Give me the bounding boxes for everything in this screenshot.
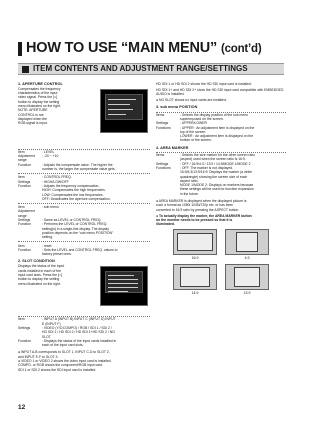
row-value: : LEVEL [42, 149, 55, 154]
aspect-marker [234, 267, 260, 287]
item-row [18, 326, 150, 339]
divider [18, 173, 150, 174]
row-value: : Adjusts the frequency compensation. HIGH: Compensates the high frequencies. LOW: Compensates the low frequencies. OFF: Deactivates the aperture compensation. [42, 183, 111, 201]
page-title-main: HOW TO USE “MAIN MENU” [26, 40, 218, 56]
row-value: : sub menu [42, 205, 59, 210]
aspect-diagrams-top [156, 229, 286, 260]
row-label: Functions [156, 125, 171, 130]
row-value: : Performs the LEVEL or CONTROL FREQ. setting(s) in a single-line display. The display position depends on the “sub menu POSITION” setting. [42, 222, 114, 240]
row-label: Settings [18, 218, 31, 223]
aperture-intro [18, 87, 150, 147]
item-row [18, 248, 150, 257]
item-row [18, 222, 150, 239]
item-row [18, 317, 150, 326]
row-label: Function [18, 222, 32, 227]
row-value: : Selects the size marker for the other screen ratio (aspect) used when the screen ratio is 16:9. [180, 153, 256, 162]
row-label: Function [18, 338, 32, 343]
item-row [156, 126, 286, 143]
header-bar [18, 42, 22, 56]
aspect-diagrams-bottom [156, 264, 286, 295]
row-label: Settings [156, 121, 169, 126]
row-label: Adjustment range [18, 209, 35, 218]
row-value: : INPUT A (INPUT B) INPUT C (INPUT D) INPUT E (INPUT F) [42, 317, 116, 326]
menu-line [108, 99, 136, 100]
menu-line [108, 104, 130, 105]
item-row [18, 154, 150, 163]
row-value: : UPPER : An adjustment item is displayed on the top of the screen. LOWER : An adjustment item is displayed on the bottom of the screen. [180, 125, 255, 143]
item-row [156, 113, 286, 122]
aspect-marker [177, 233, 213, 251]
slot-items [18, 316, 150, 347]
row-label: Function [18, 183, 32, 188]
row-label: Settings [18, 179, 31, 184]
aspect-diagram [173, 229, 217, 260]
row-label: Adjustment range [18, 154, 35, 163]
slot-note: ● INPUT A-B corresponds to SLOT 1, INPUT C-D to SLOT 2, and INPUT E-F to SLOT 3. [18, 350, 110, 359]
row-value: : UPPER/LOWER [180, 121, 207, 126]
card-note: HD SDI 1 or HD SDI 2 shows the HD SDI input card is installed. [156, 82, 252, 86]
row-value [42, 209, 150, 218]
row-value: : OFF / 16:9/4:3 / 13:9 / 14:9/MODE 1/MODE 2 [180, 161, 251, 166]
left-column [18, 82, 150, 372]
section-square-icon [22, 66, 29, 73]
divider [18, 241, 150, 242]
menu-screen-panel [105, 94, 143, 120]
aspect-diagram [173, 264, 217, 295]
menu-line [108, 114, 126, 115]
aspect-frame [173, 264, 217, 290]
row-value: : Same as LEVEL or CONTROL FREQ. [42, 218, 102, 223]
menu-line [108, 283, 138, 284]
row-label: Item [18, 175, 25, 180]
item-row [156, 153, 286, 162]
area-marker-heading: 4. AREA MARKER [156, 145, 189, 150]
menu-line [108, 275, 134, 276]
row-label: Item [18, 149, 25, 154]
item-row [156, 166, 286, 196]
row-value: : reset [42, 243, 52, 248]
item-row [18, 339, 150, 348]
aspect-frame [173, 229, 217, 255]
slot-menu-screen-image [100, 266, 148, 306]
row-label: Item [18, 205, 25, 210]
menu-line [108, 109, 133, 110]
slot-note: ● VIDEO 1 or VIDEO 2 shows the video input card is installed. COMPO. or RGB shows the component/RGB input card. SDI 1 or SDI 2 shows the SDI input card is installed. [18, 358, 112, 372]
row-value: : HIGH/LOW/OFF [42, 179, 69, 184]
row-label: Item [18, 317, 25, 322]
row-label: Settings [156, 161, 169, 166]
aspect-marker [180, 267, 210, 287]
aspect-label: 14:9 [191, 290, 199, 295]
aspect-label: 4:3 [244, 256, 250, 261]
card-note: HD SDI 1+ and HD SDI 2+ show the HD SDI input card compatible with EMBEDDED AUDIO is installed. [156, 87, 284, 97]
item-row [18, 209, 150, 218]
aperture-menu-screen-image [100, 89, 148, 133]
slot-intro [18, 264, 150, 314]
page-number: 12 [18, 404, 26, 411]
row-value: : OFF: The marker is not displayed. 16:9/4:3/13:9/14:9: Displays the marker (a white quadrangle) showing the screen size of each aspect ratio. MODE 1/MODE 2: Displays on markers because these settings will be used for function expansion in the future. [180, 165, 254, 196]
row-label: Function [18, 247, 32, 252]
aspect-diagram [225, 229, 269, 260]
aperture-items [18, 149, 150, 257]
menu-line [108, 287, 138, 288]
page-header [18, 40, 288, 59]
aspect-marker [236, 232, 258, 252]
submenu-heading: 3. sub menu POSITION [156, 105, 198, 110]
item-row [18, 163, 150, 172]
row-label: Items [156, 112, 165, 117]
aspect-diagram [225, 264, 269, 295]
row-value: : CONTROL FREQ. [42, 175, 72, 180]
item-row [18, 184, 150, 201]
page-title-cont: (cont’d) [220, 43, 262, 55]
area-note: ● To actually display the marker, the AREA MARKER button on the monitor needs to be pressed so that it is illuminated. [156, 213, 252, 227]
card-note: ● NO SLOT shows no input cards are installed. [156, 98, 227, 103]
row-label: Settings [18, 325, 31, 330]
right-column [156, 82, 286, 295]
row-label: Item [18, 243, 25, 248]
page-title [26, 40, 262, 56]
row-value: : Selects the display position of the sub menu superimposed on the screen. [180, 112, 249, 121]
slot-heading: 2. SLOT CONDITION [18, 259, 55, 264]
row-value: : Displays the status of the input cards installed in each of the input card slots. [42, 338, 117, 348]
aperture-heading: 1. APERTURE CONTROL [18, 82, 63, 86]
section-header [18, 63, 284, 75]
row-value: : Adjusts the compensate value. The higher the number is, the larger the compensate value gets. [42, 162, 116, 172]
row-value: : -20 ~ +10 [42, 154, 59, 159]
row-value: : VIDEO (Y/C/COMPO) / RGB / SDI 1 / SDI 2 / HD SDI 1 / HD SDI 2 / HD SDI 1+HD SDI 2 / NO SLOT [42, 325, 115, 339]
row-label: Functions [156, 165, 171, 170]
row-label: Function [18, 162, 32, 167]
submenu-items [156, 112, 286, 143]
area-note: ● AREA MARKER is displayed when the displayed picture is such a format as 1080i 1035i/720p etc. or has been converted to 16:9 ratio by pressing the ASPECT button. [156, 199, 247, 212]
row-label: Items [156, 153, 165, 158]
section-title: ITEM CONTENTS AND ADJUSTMENT RANGE/SETTINGS [33, 64, 248, 73]
aperture-intro-text: Compensates the frequency characteristics of the input video signal. Press the [□] button to display the setting menu illustrated on the right. NOTE: APERTURE CONTROL is not displayed when the RGB signal is input. [18, 86, 61, 126]
row-value: : Sets the LEVEL and CONTROL FREQ. values to factory preset ones. [42, 247, 118, 257]
aspect-frame [225, 264, 269, 290]
slot-intro-text: Displays the status of the input cards installed in each of the input card slots. Press the [□] button to display the setting menu illustrated on the right. [18, 264, 65, 286]
divider [18, 203, 150, 204]
area-marker-items [156, 152, 286, 196]
aspect-frame [225, 229, 269, 255]
aspect-label: 16:9 [191, 256, 199, 261]
menu-line [108, 291, 128, 292]
menu-line [108, 279, 138, 280]
aspect-label: 13:9 [243, 290, 251, 295]
